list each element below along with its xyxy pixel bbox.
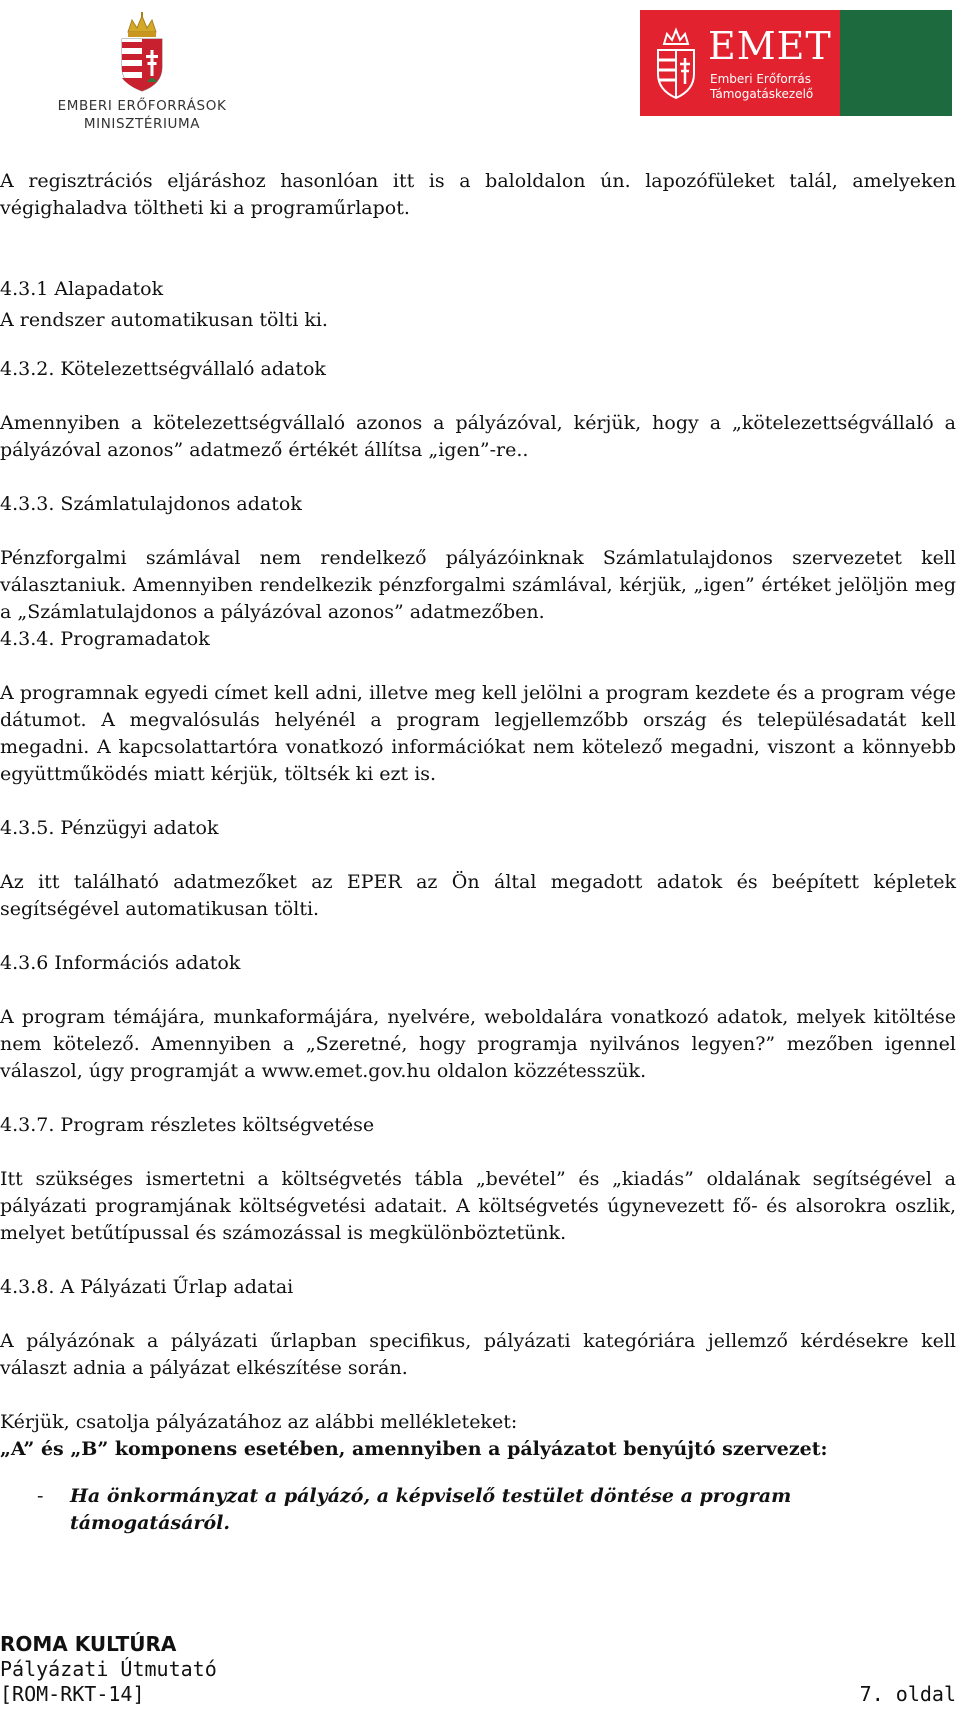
section-heading: 4.3.3. Számlatulajdonos adatok: [0, 493, 302, 515]
section-heading: 4.3.5. Pénzügyi adatok: [0, 817, 219, 839]
bullet-dash: -: [37, 1485, 44, 1507]
emet-subtitle: [710, 72, 813, 102]
ministry-name: [52, 97, 232, 133]
section-heading: 4.3.2. Kötelezettségvállaló adatok: [0, 358, 326, 380]
section-text: Az itt található adatmezőket az EPER az Ön által megadott adatok és beépített képletek segítségével automatikusan tölti.: [0, 871, 956, 920]
emet-title: EMET: [708, 24, 832, 68]
page-number: 7. oldal: [859, 1682, 956, 1706]
emet-green-panel: [840, 10, 952, 116]
emet-logo: [640, 10, 952, 116]
section-text: A program témájára, munkaformájára, nyelvére, weboldalára vonatkozó adatok, melyek kitöltése nem kötelező. Amennyiben a „Szeretné, hogy programja nyilvános legyen?” mezőben igennel válaszol, úgy programját a www.emet.gov.hu oldalon közzétesszük.: [0, 1006, 956, 1082]
ministry-logo: [52, 12, 232, 137]
footer-subtitle: Pályázati Útmutató: [0, 1657, 217, 1681]
attachments-condition: „A” és „B” komponens esetében, amennyiben a pályázatot benyújtó szervezet:: [0, 1438, 828, 1460]
section-heading: 4.3.7. Program részletes költségvetése: [0, 1114, 375, 1136]
page-header: [0, 0, 960, 140]
section-text: A programnak egyedi címet kell adni, illetve meg kell jelölni a program kezdete és a program vége dátumot. A megvalósulás helyénél a program legjellemzőbb ország és településadatát kell megadni. A kapcsolattartóra vonatkozó információkat nem kötelező megadni, viszont a könnyebb együttműködés miatt kérjük, töltsék ki ezt is.: [0, 682, 956, 785]
section-heading: 4.3.4. Programadatok: [0, 628, 210, 650]
hungarian-coat-of-arms-icon: [114, 12, 170, 92]
emet-coat-of-arms-icon: [652, 26, 700, 100]
page-footer: [0, 1632, 956, 1707]
section-heading: 4.3.8. A Pályázati Űrlap adatai: [0, 1276, 294, 1298]
footer-title: ROMA KULTÚRA: [0, 1632, 177, 1656]
bullet-text: Ha önkormányzat a pályázó, a képviselő testület döntése a program támogatásáról.: [69, 1485, 792, 1534]
footer-row: [0, 1682, 956, 1707]
section-heading: 4.3.6 Információs adatok: [0, 952, 241, 974]
section-text: Itt szükséges ismertetni a költségvetés tábla „bevétel” és „kiadás” oldalának segítségével a pályázati programjának költségvetési adatait. A költségvetés úgynevezett fő- és alsorokra oszlik, melyet betűtípussal és számozással is megkülönböztetünk.: [0, 1168, 956, 1244]
attachment-list-item: [0, 1483, 956, 1537]
section-text: Amennyiben a kötelezettségvállaló azonos a pályázóval, kérjük, hogy a „kötelezettségvállaló a pályázóval azonos” adatmező értékét állítsa „igen”-re..: [0, 412, 956, 461]
ministry-line-1: EMBERI ERŐFORRÁSOK: [57, 98, 227, 114]
section-text: A rendszer automatikusan tölti ki.: [0, 309, 328, 331]
emet-sub-line-1: Emberi Erőforrás: [710, 72, 812, 86]
ministry-line-2: MINISZTÉRIUMA: [83, 116, 201, 132]
emet-sub-line-2: Támogatáskezelő: [710, 87, 814, 101]
section-heading: 4.3.1 Alapadatok: [0, 278, 164, 300]
emet-red-panel: [640, 10, 840, 116]
footer-code: [ROM-RKT-14]: [0, 1682, 145, 1706]
section-text: Pénzforgalmi számlával nem rendelkező pályázóinknak Számlatulajdonos szervezetet kell választaniuk. Amennyiben rendelkezik pénzforgalmi számlával, kérjük, „igen” értéket jelöljön meg a „Számlatulajdonos a pályázóval azonos” adatmezőben.: [0, 547, 956, 623]
document-body: [0, 168, 956, 1537]
section-text: A pályázónak a pályázati űrlapban specifikus, pályázati kategóriára jellemző kérdésekre kell választ adnia a pályázat elkészítése során.: [0, 1330, 956, 1379]
attachments-intro: Kérjük, csatolja pályázatához az alábbi mellékleteket:: [0, 1411, 518, 1433]
intro-paragraph: A regisztrációs eljáráshoz hasonlóan itt is a baloldalon ún. lapozófüleket talál, amelyeken végighaladva töltheti ki a programűrlapot.: [0, 170, 956, 219]
